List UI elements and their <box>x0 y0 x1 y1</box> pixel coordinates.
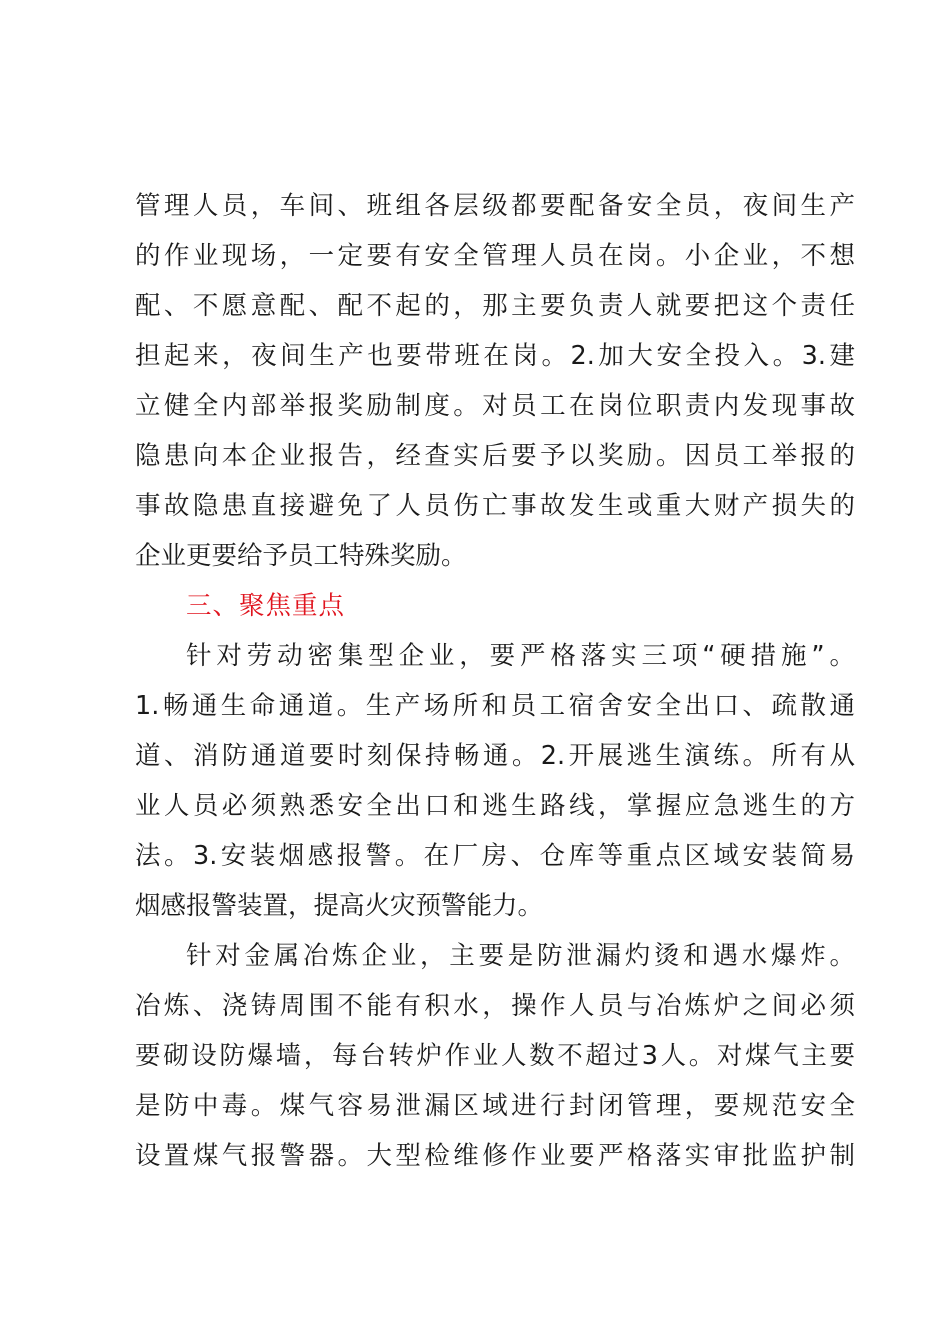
paragraph-3-line-1: 针对金属冶炼企业，主要是防泄漏灼烫和遇水爆炸。 <box>186 941 855 971</box>
paragraph-1-line-7: 事故隐患直接避免了人员伤亡事故发生或重大财产损失的 <box>135 491 855 521</box>
paragraph-1-line-6: 隐患向本企业报告，经查实后要予以奖励。因员工举报的 <box>135 441 855 471</box>
section-heading: 三、聚焦重点 <box>186 591 346 621</box>
paragraph-1-line-8: 企业更要给予员工特殊奖励。 <box>135 541 467 571</box>
paragraph-2-line-4: 业人员必须熟悉安全出口和逃生路线，掌握应急逃生的方 <box>135 791 855 821</box>
paragraph-2-line-3: 道、消防通道要时刻保持畅通。2.开展逃生演练。所有从 <box>135 741 855 771</box>
paragraph-2-line-6: 烟感报警装置，提高火灾预警能力。 <box>135 891 544 921</box>
paragraph-3-line-4: 是防中毒。煤气容易泄漏区域进行封闭管理，要规范安全 <box>135 1091 855 1121</box>
paragraph-3-line-3: 要砌设防爆墙，每台转炉作业人数不超过3人。对煤气主要 <box>135 1041 855 1071</box>
paragraph-3-line-5: 设置煤气报警器。大型检维修作业要严格落实审批监护制 <box>135 1141 855 1171</box>
paragraph-1-line-3: 配、不愿意配、配不起的，那主要负责人就要把这个责任 <box>135 291 855 321</box>
paragraph-1-line-2: 的作业现场，一定要有安全管理人员在岗。小企业，不想 <box>135 241 855 271</box>
paragraph-3-line-2: 冶炼、浇铸周围不能有积水，操作人员与冶炼炉之间必须 <box>135 991 855 1021</box>
paragraph-1-line-5: 立健全内部举报奖励制度。对员工在岗位职责内发现事故 <box>135 391 855 421</box>
paragraph-1-line-4: 担起来，夜间生产也要带班在岗。2.加大安全投入。3.建 <box>135 341 855 371</box>
paragraph-2-line-1: 针对劳动密集型企业，要严格落实三项“硬措施”。 <box>186 641 855 671</box>
paragraph-2-line-2: 1.畅通生命通道。生产场所和员工宿舍安全出口、疏散通 <box>135 691 855 721</box>
paragraph-1-line-1: 管理人员，车间、班组各层级都要配备安全员，夜间生产 <box>135 191 855 221</box>
paragraph-2-line-5: 法。3.安装烟感报警。在厂房、仓库等重点区域安装简易 <box>135 841 855 871</box>
